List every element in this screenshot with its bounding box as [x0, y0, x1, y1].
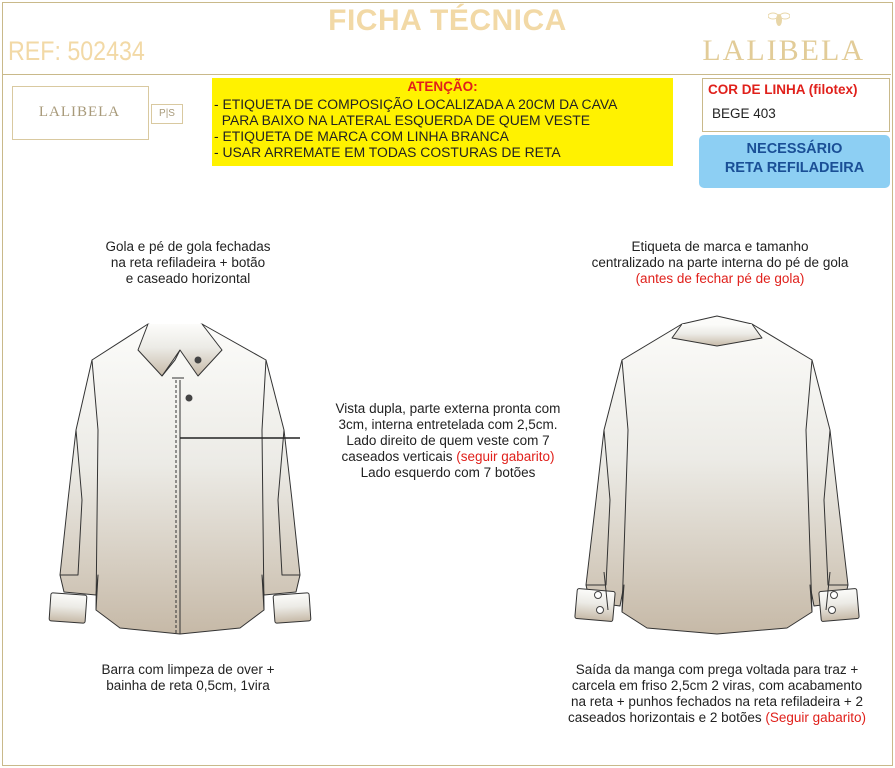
brand-logo: LALIBELA: [702, 34, 865, 67]
label-tag-brand: LALIBELA: [38, 104, 121, 120]
collar-note: [68, 239, 308, 287]
note-line: Barra com limpeza de over +: [101, 662, 275, 677]
note-line: na reta refiladeira + botão: [110, 255, 266, 270]
note-line: Etiqueta de marca e tamanho: [631, 239, 809, 254]
note-text: caseados verticais: [341, 449, 457, 464]
thread-color-value: BEGE 403: [712, 106, 776, 121]
note-text-red: (seguir gabarito): [456, 449, 555, 464]
note-line-red: (antes de fechar pé de gola): [635, 271, 805, 286]
required-line: RETA REFILADEIRA: [724, 160, 865, 176]
hem-note: [58, 662, 318, 694]
note-line: na reta + punhos fechados na reta refiladeira + 2: [571, 694, 863, 709]
attention-line: PARA BAIXO NA LATERAL ESQUERDA DE QUEM VESTE: [214, 113, 591, 128]
required-line: NECESSÁRIO: [746, 141, 843, 157]
attention-line: - ETIQUETA DE MARCA COM LINHA BRANCA: [214, 129, 509, 144]
page-title: FICHA TÉCNICA: [328, 4, 567, 37]
header-divider: [2, 74, 891, 75]
placket-note: [300, 401, 596, 481]
bee-logo-icon: [768, 10, 790, 28]
note-line: bainha de reta 0,5cm, 1vira: [106, 678, 270, 693]
note-text: caseados horizontais e 2 botões: [568, 710, 766, 725]
note-line: [300, 449, 596, 465]
note-line: e caseado horizontal: [125, 271, 251, 286]
size-tag: P|S: [151, 104, 183, 124]
note-line: Vista dupla, parte externa pronta com: [335, 401, 561, 416]
shirt-back-illustration: [562, 310, 872, 640]
note-line: Lado esquerdo com 7 botões: [360, 465, 536, 480]
note-line: Saída da manga com prega voltada para traz +: [575, 662, 859, 677]
shirt-front-illustration: [30, 310, 330, 640]
note-line: Gola e pé de gola fechadas: [105, 239, 271, 254]
required-machine-text: [699, 140, 890, 178]
note-line: centralizado na parte interna do pé de gola: [591, 255, 849, 270]
note-line: carcela em friso 2,5cm 2 viras, com acabamento: [571, 678, 863, 693]
attention-title: ATENÇÃO:: [407, 79, 478, 94]
thread-color-title: COR DE LINHA (filotex): [708, 82, 858, 97]
sleeve-note: [542, 662, 892, 726]
attention-line: - USAR ARREMATE EM TODAS COSTURAS DE RETA: [214, 145, 561, 160]
reference-code: REF: 502434: [8, 36, 145, 66]
note-line: [542, 710, 892, 726]
note-text-red: (Seguir gabarito): [765, 710, 866, 725]
attention-line: - ETIQUETA DE COMPOSIÇÃO LOCALIZADA A 20CM DA CAVA: [214, 97, 618, 112]
note-line: 3cm, interna entretelada com 2,5cm.: [338, 417, 558, 432]
label-note: [560, 239, 880, 287]
note-line: Lado direito de quem veste com 7: [346, 433, 550, 448]
